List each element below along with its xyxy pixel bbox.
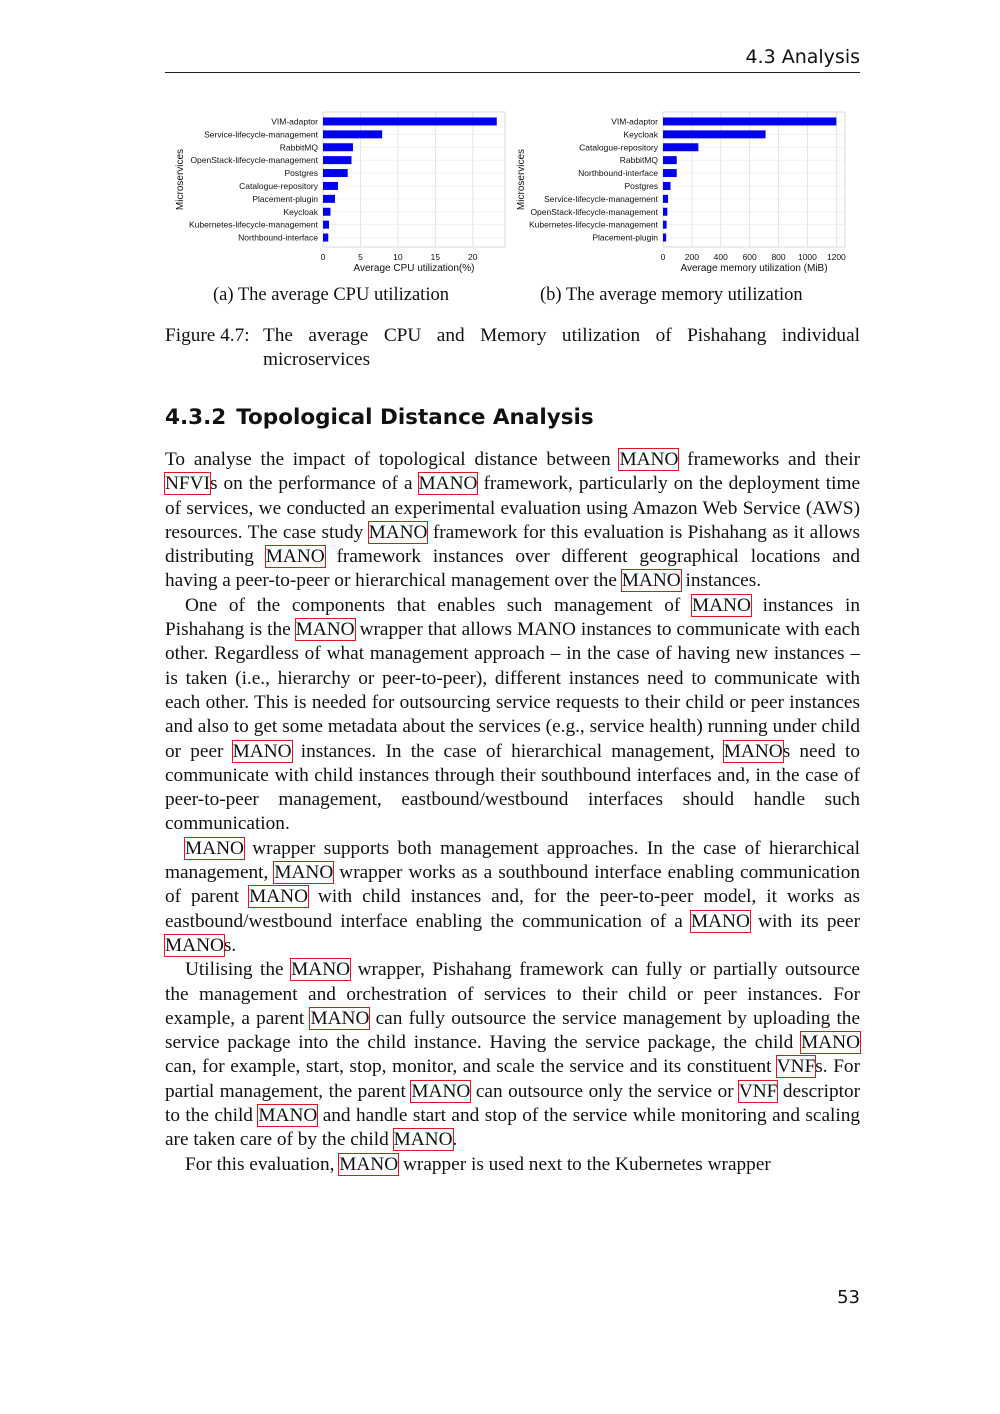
x-tick-label: 0 [660,252,666,262]
text-run: wrapper works as a southbound interface enabling communication of parent [165,862,860,908]
x-axis-label: Average CPU utilization(%) [353,263,475,274]
acronym-link[interactable]: MANO [368,521,428,543]
acronym-link[interactable]: MANO [249,886,308,908]
x-tick-label: 15 [430,252,441,262]
bar [323,182,338,190]
y-tick-label: RabbitMQ [279,142,318,153]
text-run: For this evaluation, [185,1153,340,1175]
acronym-link[interactable]: MANO [619,449,679,470]
y-tick-label: Service-lifecycle-management [204,129,318,140]
bar [323,156,351,164]
acronym-link[interactable]: VNF [776,1056,816,1078]
paragraph [165,958,860,1152]
text-run: can, for example, start, stop, monitor, and scale the service and its constituent [165,1056,777,1078]
text-run: with its peer [749,910,860,932]
y-tick-label: VIM-adaptor [611,116,658,127]
bar [323,195,335,203]
y-tick-label: VIM-adaptor [271,116,318,127]
y-tick-label: Northbound-interface [578,168,658,179]
subcaption-cpu: (a) The average CPU utilization [213,285,449,305]
text-run: framework instances over different geographical locations and having a peer-to-peer or hierarchical management over the [165,546,861,592]
figure-caption-label: Figure 4.7: [165,325,250,346]
y-tick-label: Placement-plugin [592,232,658,243]
x-tick-label: 400 [713,252,728,262]
text-run: and handle start and stop of the service while monitoring and scaling are taken care of by the child [165,1105,861,1151]
bar [663,143,698,151]
y-tick-label: Keycloak [283,206,318,217]
bar [323,208,330,216]
acronym-link[interactable]: MANO [418,473,478,495]
acronym-link[interactable]: MANO [801,1032,860,1054]
chart-memory-svg [510,104,855,279]
acronym-link[interactable]: MANO [265,546,325,568]
y-tick-label: OpenStack-lifecycle-management [190,155,318,166]
section-title: Topological Distance Analysis [236,405,594,430]
bar [323,130,382,138]
x-axis-label: Average memory utilization (MiB) [680,263,828,274]
figure-caption [165,324,860,372]
text-run: s on the performance of a [210,473,419,495]
bar [323,143,353,151]
paragraph [165,1153,860,1177]
acronym-link[interactable]: MANO [291,959,351,981]
x-tick-label: 0 [320,252,326,262]
bar [663,130,766,138]
y-tick-label: Placement-plugin [252,193,318,204]
y-tick-label: Kubernetes-lifecycle-management [529,219,658,230]
y-axis-label: Microservices [175,148,186,211]
y-tick-label: Postgres [284,168,318,179]
y-tick-label: Catalogue-repository [579,142,658,153]
y-tick-label: RabbitMQ [619,155,658,166]
text-run: To analyse the impact of topological distance between [165,449,620,470]
acronym-link[interactable]: MANO [393,1129,453,1151]
section-heading [165,405,594,430]
text-run: descriptor to the child [165,1080,861,1127]
bar [323,117,497,125]
y-tick-label: Service-lifecycle-management [544,193,658,204]
text-run: instances. [680,570,762,592]
acronym-link[interactable]: MANO [232,740,292,762]
paragraph [165,837,860,958]
acronym-link[interactable]: MANO [274,862,334,884]
x-tick-label: 1000 [797,252,817,262]
acronym-link[interactable]: MANO [339,1153,399,1175]
running-header-section: 4.3 Analysis [745,46,860,68]
y-tick-label: Northbound-interface [238,232,318,243]
text-run: wrapper supports both management approaches. In the case of hierarchical management, [165,837,860,884]
text-run: s need to communicate with child instances through their southbound interfaces and, in the case of peer-to-peer management, eastbound/westbound interfaces should handle such communication. [165,740,860,835]
x-tick-label: 20 [468,252,478,262]
acronym-link[interactable]: VNF [738,1080,778,1102]
x-tick-label: 1200 [826,252,846,262]
figure-caption-text: The average CPU and Memory utilization of Pishahang individual microservices [263,325,860,370]
paragraph [165,448,860,594]
acronym-link[interactable]: MANO [690,910,750,932]
y-tick-label: Keycloak [623,129,658,140]
bar [323,234,328,242]
x-tick-label: 800 [771,252,786,262]
bar [663,182,671,190]
acronym-link[interactable]: MANO [691,594,751,616]
text-run: wrapper that allows MANO instances to communicate with each other. Regardless of what management approach – in the case of having new instances – is taken (i.e., hierarchy or peer-to-peer), different instances need to communicate with each other. This is needed for outsourcing service requests to their child or peer instances and also to get some metadata about the services (e.g., service health) running under child or peer [165,619,860,762]
x-tick-label: 5 [358,252,363,262]
acronym-link[interactable]: MANO [310,1007,370,1029]
bar [663,195,668,203]
acronym-link[interactable]: MANO [185,837,244,859]
page-number: 53 [837,1287,860,1308]
y-tick-label: Kubernetes-lifecycle-management [189,219,318,230]
bar [663,208,667,216]
text-run: s. For partial management, the parent [165,1056,860,1102]
text-run: framework for this evaluation is Pishahang as it allows distributing [165,521,860,568]
bar [663,234,666,242]
text-run: wrapper is used next to the Kubernetes wrapper [398,1153,771,1175]
chart-memory [510,104,855,279]
acronym-link[interactable]: MANO [411,1080,471,1102]
subcaption-memory: (b) The average memory utilization [540,285,803,305]
bar [663,117,836,125]
x-tick-label: 10 [393,252,403,262]
bar [663,156,677,164]
text-run: with child instances and, for the peer-to-peer model, it works as eastbound/westbound interface enabling the communication of a [165,886,860,932]
y-tick-label: OpenStack-lifecycle-management [530,206,658,217]
text-run: Utilising the [185,959,292,981]
text-run: framework, particularly on the deployment time of services, we conducted an experimental evaluation using Amazon Web Service (AWS) resources. The case study [165,473,861,543]
acronym-link[interactable]: MANO [165,934,224,956]
text-run: instances in Pishahang is the [165,594,860,641]
text-run: wrapper, Pishahang framework can fully or partially outsource the management and orchestration of services to their child or peer instances. For example, a parent [165,959,860,1029]
paragraph [165,594,860,837]
chart-cpu [165,104,510,279]
bar [323,221,329,229]
text-run: can outsource only the service or [470,1080,739,1102]
body-text [165,448,860,1177]
running-header [165,46,860,73]
section-number: 4.3.2 [165,405,227,430]
text-run: . [452,1129,458,1151]
bar [323,169,348,177]
y-tick-label: Catalogue-repository [239,180,318,191]
bar [663,169,677,177]
acronym-link[interactable]: MANO [258,1105,318,1127]
x-tick-label: 200 [684,252,699,262]
acronym-link[interactable]: NFVI [165,473,210,495]
x-tick-label: 600 [742,252,757,262]
acronym-link[interactable]: MANO [723,740,783,762]
acronym-link[interactable]: MANO [295,619,355,641]
text-run: frameworks and their [678,449,860,470]
bar [663,221,667,229]
chart-cpu-svg [165,104,510,279]
text-run: instances. In the case of hierarchical management, [291,740,724,762]
text-run: One of the components that enables such management of [185,594,692,616]
y-tick-label: Postgres [624,180,658,191]
text-run: can fully outsource the service management by uploading the service package into the child instance. Having the service package, the child [165,1007,860,1054]
y-axis-label: Microservices [516,148,527,211]
text-run: s. [223,934,237,956]
acronym-link[interactable]: MANO [621,570,681,592]
